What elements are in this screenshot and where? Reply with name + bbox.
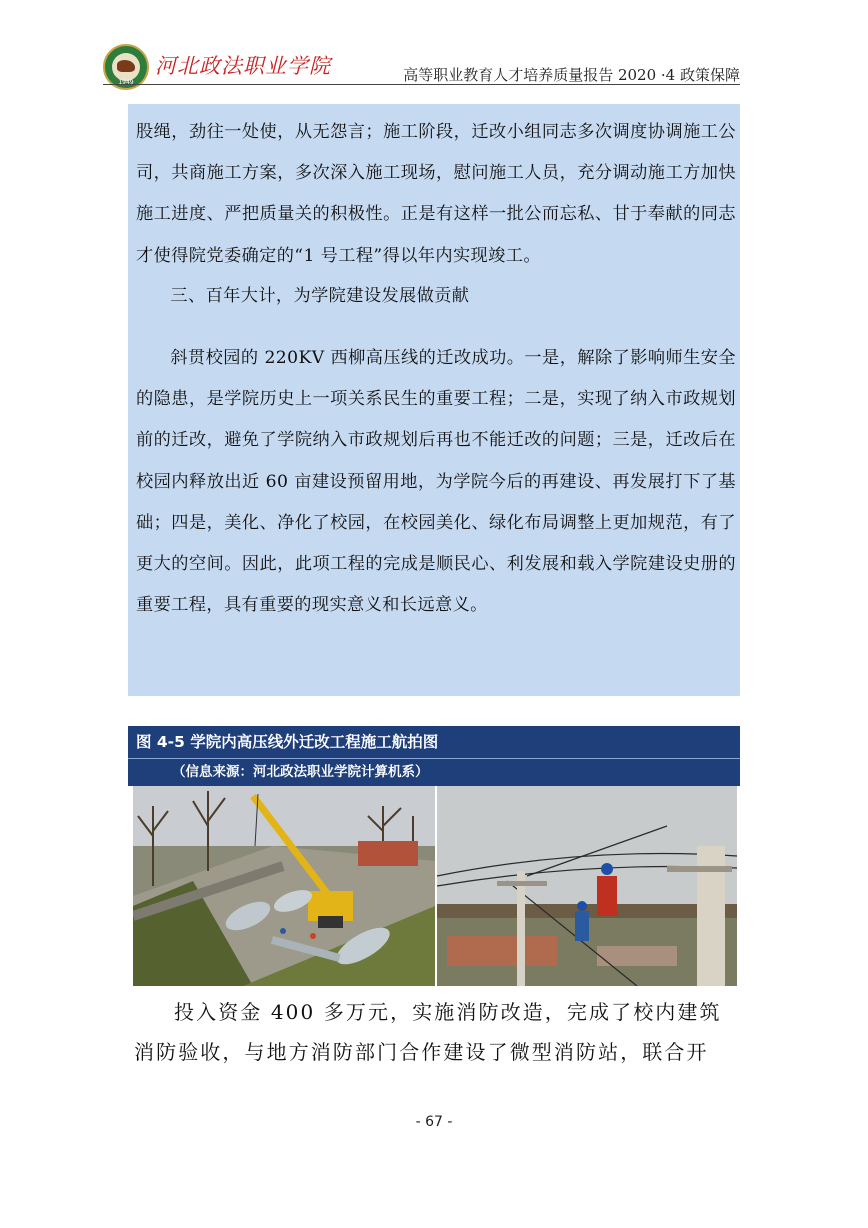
figure-title: 图 4-5 学院内高压线外迁改工程施工航拍图 (128, 726, 740, 758)
page-number: - 67 - (415, 1114, 453, 1130)
horse-icon (117, 60, 135, 72)
box-paragraph-1: 股绳，劲往一处使，从无怨言；施工阶段，迁改小组同志多次调度协调施工公司，共商施工方案，多次深入施工现场，慰问施工人员，充分调动施工方加快施工进度、严把质量关的积极性。正是有这样一批公而忘私、甘于奉献的同志才使得院党委确定的“1 号工程”得以年内实现竣工。 (136, 122, 736, 266)
photo-crane-construction (133, 786, 435, 986)
logo-year: 1949 (118, 79, 134, 86)
photo-line-workers (437, 786, 737, 986)
box-paragraph-2: 斜贯校园的 220KV 西柳高压线的迁改成功。一是，解除了影响师生安全的隐患，是学院历史上一项关系民生的重要工程；二是，实现了纳入市政规划前的迁改，避免了学院纳入市政规划后再也不能迁改的问题；三是，迁改后在校园内释放出近 60 亩建设预留用地，为学院今后的再建设、再发展打下了基础；四是，美化、净化了校园，在校园美化、绿化布局调整上更加规范，有了更大的空间。因此，此项工程的完成是顺民心、利发展和载入学院建设史册的重要工程，具有重要的现实意义和长远意义。 (136, 348, 736, 616)
body-line-1: 投入资金 400 多万元，实施消防改造，完成了校内建筑 (174, 1000, 722, 1024)
college-name: 河北政法职业学院 (155, 54, 331, 78)
highlight-box (128, 104, 740, 696)
crane-photo-image (133, 786, 435, 986)
figure-source: （信息来源：河北政法职业学院计算机系） (128, 758, 740, 786)
body-line-2: 消防验收，与地方消防部门合作建设了微型消防站，联合开 (134, 1040, 709, 1064)
header-divider (103, 84, 740, 85)
section-heading: 三、百年大计，为学院建设发展做贡献 (170, 286, 470, 306)
workers-photo-image (437, 786, 737, 986)
report-title: 高等职业教育人才培养质量报告 2020 ·4 政策保障 (403, 66, 740, 84)
